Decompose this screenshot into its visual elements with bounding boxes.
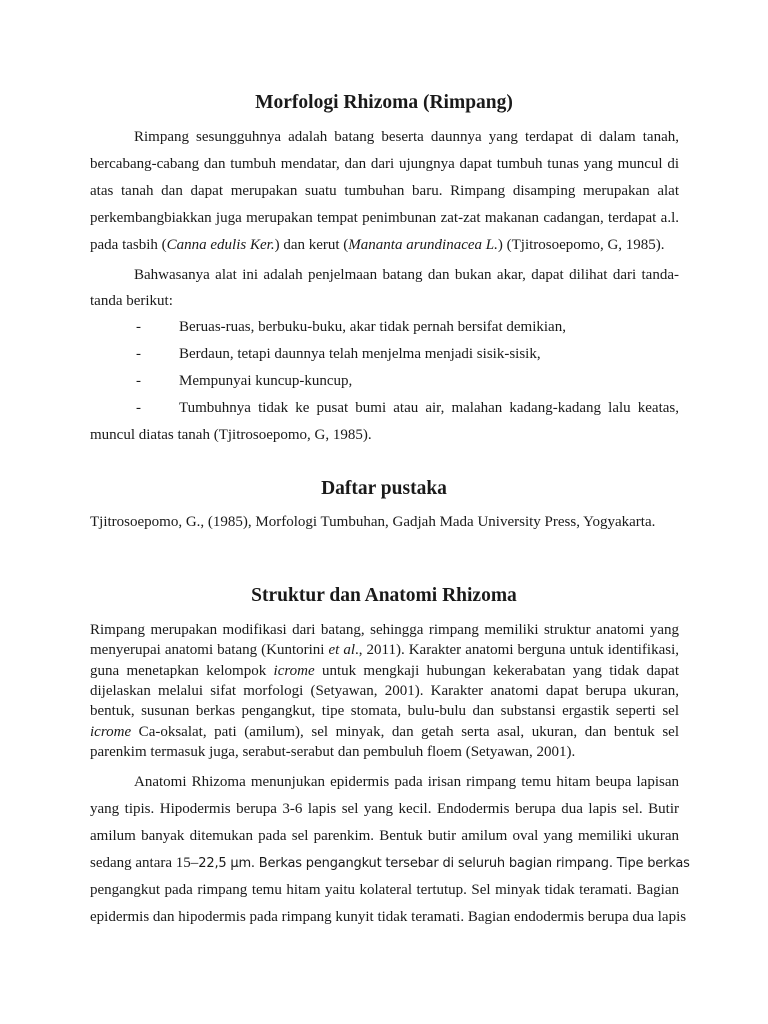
text-span: sedang antara 15– <box>90 855 199 871</box>
paragraph-line: Bahwasanya alat ini adalah penjelmaan batang dan bukan akar, dapat dilihat dari tanda- <box>134 267 679 283</box>
paragraph-line <box>90 641 679 659</box>
section-title-struktur: Struktur dan Anatomi Rhizoma <box>251 585 517 606</box>
text-span: menyerupai anatomi batang (Kuntorini <box>90 642 329 658</box>
species-name: Canna edulis Ker. <box>166 237 275 253</box>
paragraph-line: bercabang-cabang dan tumbuh mendatar, dan dari ujungnya dapat tumbuh tunas yang muncul di <box>90 156 679 172</box>
bullet-marker: - <box>136 400 141 416</box>
list-item: Tumbuhnya tidak ke pusat bumi atau air, malahan kadang-kadang lalu keatas, <box>179 400 679 416</box>
text-span: ., 2011). Karakter anatomi berguna untuk identifikasi, <box>355 642 679 658</box>
paragraph-line: parenkim termasuk juga, serabut-serabut dan pembuluh floem (Setyawan, 2001). <box>90 744 576 760</box>
text-span: Ca-oksalat, pati (amilum), sel minyak, dan getah serta asal, ukuran, dan bentuk sel <box>131 724 679 740</box>
paragraph-line: Rimpang merupakan modifikasi dari batang, sehingga rimpang memiliki struktur anatomi yang <box>90 622 679 638</box>
text-span: guna menetapkan kelompok <box>90 663 274 679</box>
italic-term: et al <box>328 642 355 658</box>
section-title-daftar-pustaka: Daftar pustaka <box>321 478 447 499</box>
bullet-marker: - <box>136 319 141 335</box>
italic-term: icrome <box>273 663 315 679</box>
paragraph-line <box>90 854 690 873</box>
paragraph-line: muncul diatas tanah (Tjitrosoepomo, G, 1985). <box>90 427 372 443</box>
paragraph-line: yang tipis. Hipodermis berupa 3-6 lapis sel yang kecil. Endodermis berupa dua lapis sel. Butir <box>90 801 679 817</box>
bullet-marker: - <box>136 346 141 362</box>
text-span: ) dan kerut ( <box>274 237 349 253</box>
paragraph-line: tanda berikut: <box>90 293 173 309</box>
species-name: Mananta arundinacea L. <box>348 237 498 253</box>
list-item: Mempunyai kuncup-kuncup, <box>179 373 353 389</box>
paragraph-line <box>90 236 679 254</box>
text-span: pada tasbih ( <box>90 237 167 253</box>
paragraph-line: epidermis dan hipodermis pada rimpang kunyit tidak teramati. Bagian endodermis berupa dua lapis <box>90 909 687 925</box>
text-span: untuk mengkaji hubungan kekerabatan yang tidak dapat <box>314 663 679 679</box>
list-item: Beruas-ruas, berbuku-buku, akar tidak pernah bersifat demikian, <box>179 319 566 335</box>
paragraph-line: bentuk, susunan berkas pengangkut, tipe stomata, bulu-bulu dan substansi ergastik seperti sel <box>90 703 679 719</box>
bullet-marker: - <box>136 373 141 389</box>
list-item: Berdaun, tetapi daunnya telah menjelma menjadi sisik-sisik, <box>179 346 541 362</box>
paragraph-line: Anatomi Rhizoma menunjukan epidermis pada irisan rimpang temu hitam beupa lapisan <box>134 774 679 790</box>
text-span: 22,5 μm. Berkas pengangkut tersebar di seluruh bagian rimpang. Tipe berkas <box>198 856 690 871</box>
italic-term: icrome <box>90 724 132 740</box>
paragraph-line: dijelaskan melalui sifat morfologi (Setyawan, 2001). Karakter anatomi dapat berupa ukuran, <box>90 683 679 699</box>
paragraph-line: amilum banyak ditemukan pada sel parenkim. Bentuk butir amilum oval yang memiliki ukuran <box>90 828 679 844</box>
paragraph-line: atas tanah dan dapat merupakan suatu tumbuhan baru. Rimpang disamping merupakan alat <box>90 183 679 199</box>
section-title-morfologi: Morfologi Rhizoma (Rimpang) <box>255 92 513 113</box>
paragraph-line <box>90 662 679 680</box>
paragraph-line: pengangkut pada rimpang temu hitam yaitu kolateral tertutup. Sel minyak tidak teramati. Bagian <box>90 882 679 898</box>
text-span: ) (Tjitrosoepomo, G, 1985). <box>497 237 665 253</box>
paragraph-line <box>90 723 679 741</box>
paragraph-line: perkembangbiakkan juga merupakan tempat penimbunan zat-zat makanan cadangan, terdapat a.l. <box>90 210 679 226</box>
reference-entry: Tjitrosoepomo, G., (1985), Morfologi Tumbuhan, Gadjah Mada University Press, Yogyakarta. <box>90 514 656 530</box>
paragraph-line: Rimpang sesungguhnya adalah batang beserta daunnya yang terdapat di dalam tanah, <box>134 129 679 145</box>
